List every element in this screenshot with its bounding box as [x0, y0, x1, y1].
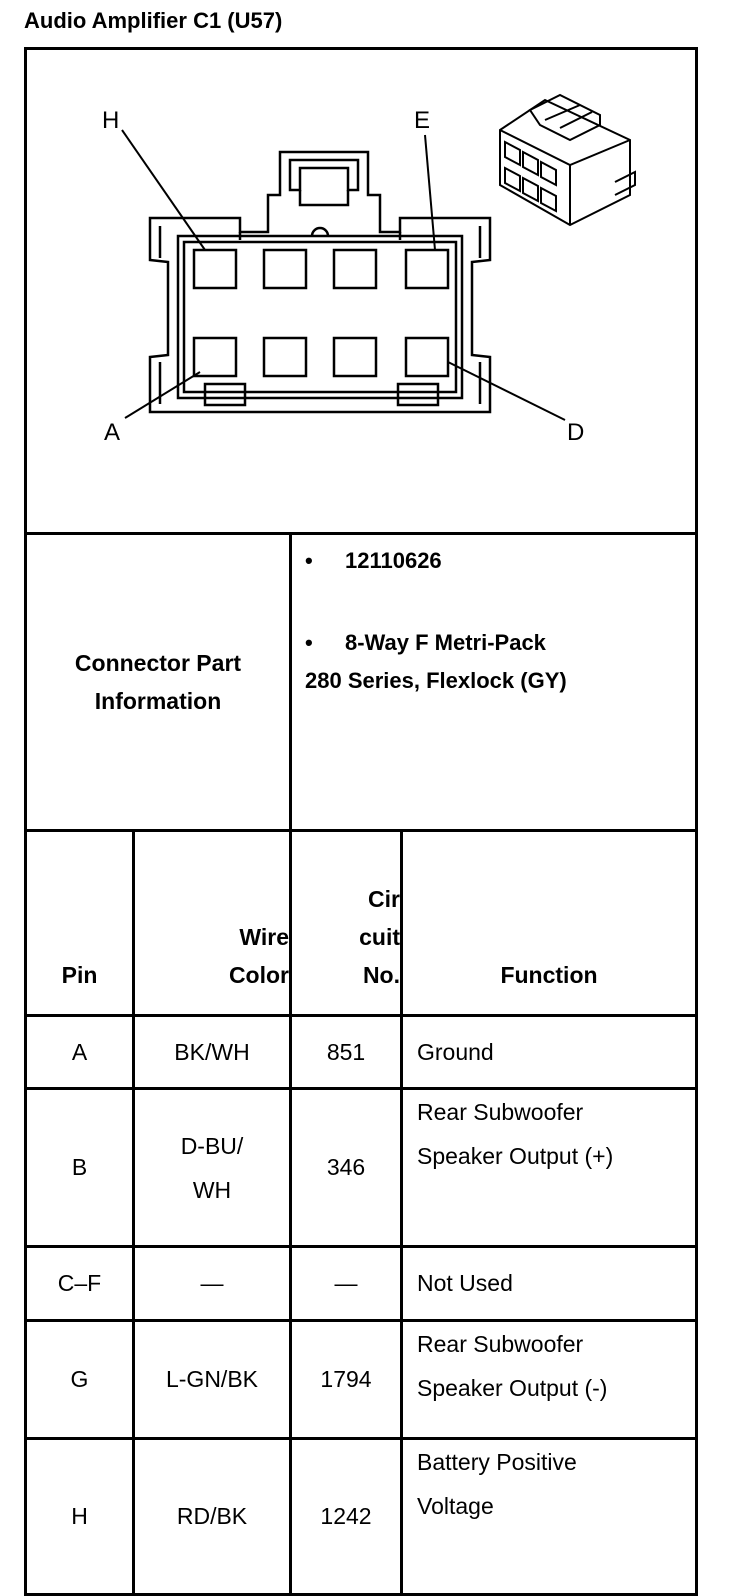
row-cf-wire: —: [200, 1270, 224, 1296]
row-g-circuit: 1794: [320, 1366, 372, 1392]
page-title: Audio Amplifier C1 (U57): [24, 8, 283, 33]
row-g-function: [403, 1322, 695, 1437]
row-h-wire: RD/BK: [176, 1503, 248, 1529]
label-e: E: [414, 107, 431, 134]
connector-description-2: 280 Series, Flexlock (GY): [305, 668, 567, 693]
connector-info-label: Connector Part Information: [74, 650, 242, 714]
row-g-function-l2: Speaker Output (-): [417, 1375, 608, 1401]
bullet-2: •: [305, 630, 313, 655]
cavity-c: [334, 338, 376, 376]
cavity-g: [264, 250, 306, 288]
cavity-d: [406, 338, 448, 376]
header-circuit-l2: cuit: [359, 924, 400, 950]
cavity-b: [264, 338, 306, 376]
header-wire-l2: Color: [228, 962, 289, 988]
row-h-function-l1: Battery Positive: [417, 1449, 577, 1475]
row-cf-function: Not Used: [417, 1270, 513, 1296]
cavity-f: [334, 250, 376, 288]
row-b-wire-l2: WH: [192, 1176, 232, 1203]
label-h: H: [102, 107, 120, 134]
row-h-function-l2: Voltage: [417, 1493, 494, 1519]
row-b-circuit: 346: [326, 1154, 366, 1180]
header-function: Function: [500, 962, 598, 988]
row-b-pin: B: [71, 1154, 88, 1180]
header-pin: Pin: [61, 962, 98, 988]
label-d: D: [567, 419, 585, 446]
row-a-circuit: 851: [326, 1038, 366, 1065]
cavity-e: [406, 250, 448, 288]
row-b-wire-l1: D-BU/: [180, 1132, 244, 1159]
connector-diagram: [27, 50, 695, 532]
row-a-function: Ground: [417, 1038, 494, 1065]
row-cf-pin: C–F: [57, 1270, 102, 1296]
row-h-pin: H: [71, 1503, 88, 1529]
row-a-pin: A: [71, 1038, 88, 1065]
header-circuit-l3: No.: [362, 962, 400, 988]
connector-info-values: [305, 548, 567, 700]
cavity-a: [194, 338, 236, 376]
row-g-pin: G: [70, 1366, 89, 1392]
header-wire-l1: Wire: [239, 924, 289, 950]
row-g-wire: L-GN/BK: [165, 1366, 259, 1392]
row-b-wire: [135, 1090, 289, 1245]
row-h-circuit: 1242: [320, 1503, 372, 1529]
header-circuit-l1: Cir: [368, 886, 400, 912]
header-circuit: [292, 832, 400, 1014]
part-number: 12110626: [345, 548, 442, 573]
row-b-function: [403, 1090, 695, 1245]
label-a: A: [104, 419, 121, 446]
row-g-function-l1: Rear Subwoofer: [417, 1331, 584, 1357]
bullet-1: •: [305, 548, 313, 573]
connector-3d-view: [500, 95, 635, 225]
row-cf-circuit: —: [334, 1270, 358, 1296]
row-b-function-l1: Rear Subwoofer: [417, 1099, 584, 1125]
cavity-h: [194, 250, 236, 288]
row-h-function: [403, 1440, 695, 1593]
row-a-wire: BK/WH: [174, 1038, 250, 1065]
row-b-function-l2: Speaker Output (+): [417, 1143, 614, 1169]
connector-body: [150, 152, 490, 412]
connector-description-1: 8-Way F Metri-Pack: [345, 630, 546, 655]
header-wire-color: [135, 832, 289, 1014]
